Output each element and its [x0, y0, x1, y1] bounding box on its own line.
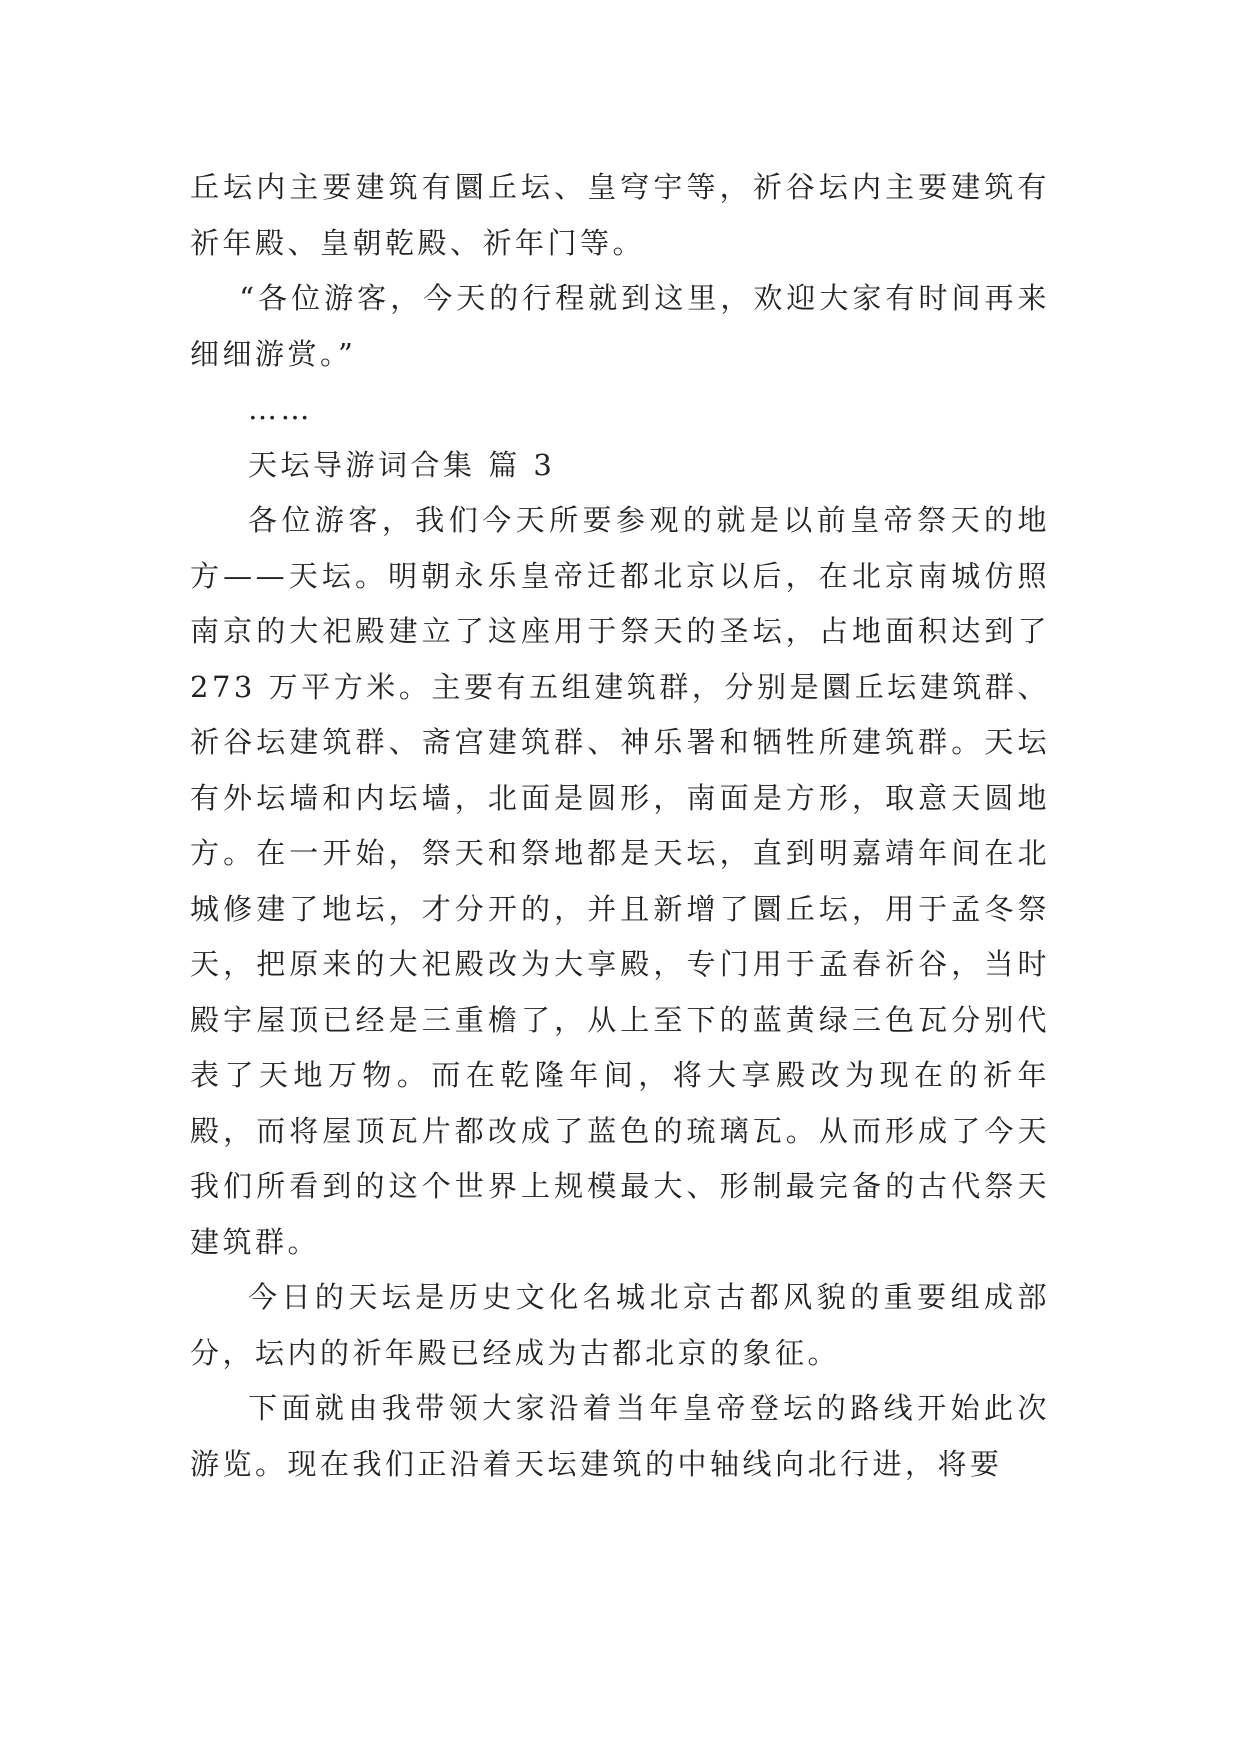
paragraph-tour-start: 下面就由我带领大家沿着当年皇帝登坛的路线开始此次游览。现在我们正沿着天坛建筑的中轴线向北行进，将要: [190, 1391, 1050, 1481]
paragraph-continuation: 丘坛内主要建筑有圜丘坛、皇穹宇等，祈谷坛内主要建筑有祈年殿、皇朝乾殿、祈年门等。: [190, 170, 1050, 260]
paragraph-closing-quote: “各位游客，今天的行程就到这里，欢迎大家有时间再来细细游赏。”: [190, 281, 1050, 371]
paragraph-symbol: 今日的天坛是历史文化名城北京古都风貌的重要组成部分，坛内的祈年殿已经成为古都北京的象征。: [190, 1280, 1050, 1370]
paragraph-ellipsis: ……: [248, 392, 313, 426]
paragraph-introduction: 各位游客，我们今天所要参观的就是以前皇帝祭天的地方——天坛。明朝永乐皇帝迁都北京以后，在北京南城仿照南京的大祀殿建立了这座用于祭天的圣坛，占地面积达到了 273 万平方米。主要有五组建筑群，分别是圜丘坛建筑群、祈谷坛建筑群、斋宫建筑群、神乐署和牺牲所建筑群。天坛有外坛墙和内坛墙，北面是圆形，南面是方形，取意天圆地方。在一开始，祭天和祭地都是天坛，直到明嘉靖年间在北城修建了地坛，才分开的，并且新增了圜丘坛，用于孟冬祭天，把原来的大祀殿改为大享殿，专门用于孟春祈谷，当时殿宇屋顶已经是三重檐了，从上至下的蓝黄绿三色瓦分别代表了天地万物。而在乾隆年间，将大享殿改为现在的祈年殿，而将屋顶瓦片都改成了蓝色的琉璃瓦。从而形成了今天我们所看到的这个世界上规模最大、形制最完备的古代祭天建筑群。: [190, 503, 1050, 1259]
document-page: [190, 160, 1050, 1492]
section-heading: 天坛导游词合集 篇 3: [248, 447, 556, 482]
